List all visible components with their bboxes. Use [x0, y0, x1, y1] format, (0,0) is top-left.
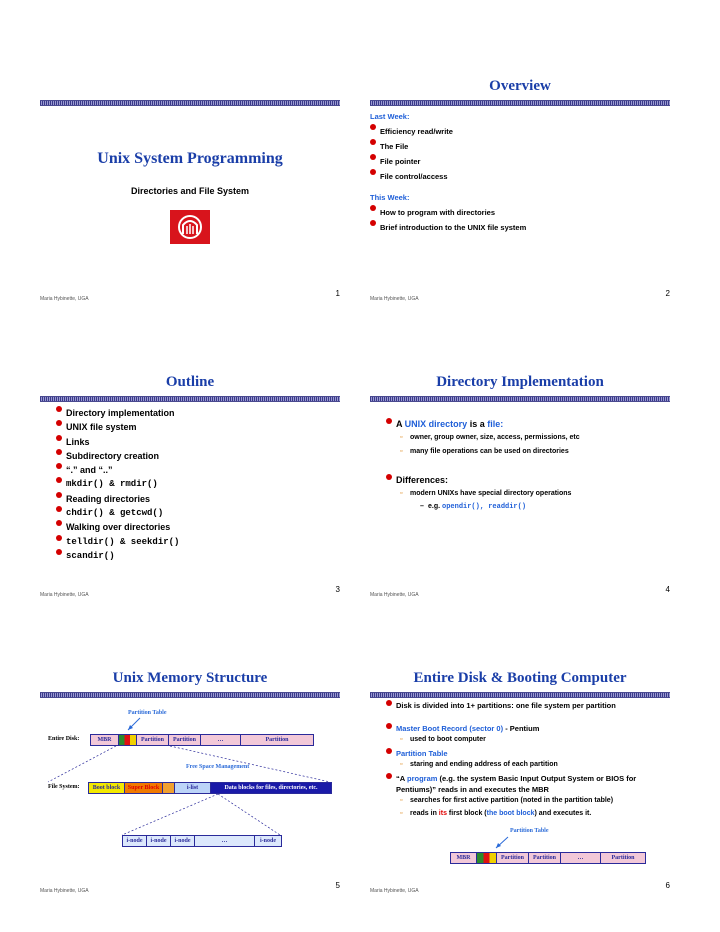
this-week-heading: This Week: — [370, 193, 410, 202]
footer-author: Maria Hybinette, UGA — [40, 296, 89, 302]
list-item: scandir() — [56, 549, 179, 563]
partition-table-arrow — [370, 670, 670, 870]
slide-title: Unix System Programming — [97, 150, 283, 167]
list-item: “.” and “..” — [56, 463, 179, 477]
partition-table-bar — [477, 853, 497, 863]
this-week-list — [370, 205, 526, 235]
slide-6 — [370, 670, 670, 900]
footer-author: Maria Hybinette, UGA — [40, 592, 89, 598]
page-number: 1 — [335, 289, 340, 298]
title-rule — [40, 396, 340, 402]
list-item: mkdir() & rmdir() — [56, 477, 179, 491]
list-item: Master Boot Record (sector 0) - Pentium — [386, 723, 670, 734]
footer-author: Maria Hybinette, UGA — [370, 888, 419, 894]
partition-cell: Partition — [169, 735, 201, 745]
bullet-list-2 — [386, 474, 448, 487]
title-rule — [370, 100, 670, 106]
filesystem-diagram — [88, 782, 332, 794]
inode-cell: i-node — [255, 836, 281, 846]
partition-cell: Partition — [497, 853, 529, 863]
page-number: 6 — [665, 881, 670, 890]
list-item: Directory implementation — [56, 406, 179, 420]
slide-title: Outline — [165, 374, 215, 390]
slide-1 — [40, 78, 340, 308]
data-blocks-cell: Data blocks for files, directories, etc. — [211, 783, 331, 793]
list-item: Brief introduction to the UNIX file system — [370, 220, 526, 235]
last-week-heading: Last Week: — [370, 112, 410, 121]
list-item: Subdirectory creation — [56, 449, 179, 463]
inode-cell: i-node — [147, 836, 171, 846]
ilist-cell: i-list — [175, 783, 211, 793]
list-item: Links — [56, 435, 179, 449]
partition-cell: Partition — [601, 853, 645, 863]
slide-subtitle: Directories and File System — [130, 186, 250, 196]
disk-diagram — [450, 852, 646, 864]
list-item: UNIX file system — [56, 420, 179, 434]
slide-title: Directory Implementation — [436, 374, 604, 390]
list-item: Reading directories — [56, 492, 179, 506]
super-block-cell: Super Block — [125, 783, 163, 793]
page-number: 4 — [665, 585, 670, 594]
sub-item: ▫ owner, group owner, size, access, permissions, etc — [386, 434, 580, 441]
partition-cell: Partition — [137, 735, 169, 745]
page-number: 5 — [335, 881, 340, 890]
list-item: Partition Table — [386, 748, 670, 759]
sub-item: ▫ reads in its first block (the boot block) and executes it. — [386, 810, 591, 817]
footer-author: Maria Hybinette, UGA — [40, 888, 89, 894]
footer-author: Maria Hybinette, UGA — [370, 296, 419, 302]
list-item: File pointer — [370, 154, 453, 169]
list-item: telldir() & seekdir() — [56, 535, 179, 549]
list-item: “A program (e.g. the system Basic Input Output System or BIOS for Pentiums)” reads in and executes the MBR — [386, 773, 670, 795]
ellipsis-cell: … — [201, 735, 241, 745]
mbr-cell: MBR — [91, 735, 119, 745]
slide-title: Overview — [489, 78, 551, 94]
ellipsis-cell: … — [195, 836, 255, 846]
title-rule — [40, 100, 340, 106]
sub-item: ▫ staring and ending address of each partition — [386, 761, 558, 768]
partition-table-label: Partition Table — [128, 710, 167, 716]
sub-item: ▫ searches for first active partition (noted in the partition table) — [386, 797, 613, 804]
slide-2 — [370, 78, 670, 308]
free-space-cell — [163, 783, 175, 793]
last-week-list — [370, 124, 453, 184]
entire-disk-label: Entire Disk: — [48, 736, 80, 742]
inode-cell: i-node — [171, 836, 195, 846]
ellipsis-cell: … — [561, 853, 601, 863]
list-item: Differences: — [386, 474, 448, 487]
partition-cell: Partition — [529, 853, 561, 863]
free-space-label: Free Space Management — [186, 764, 250, 770]
footer-author: Maria Hybinette, UGA — [370, 592, 419, 598]
partition-table-label: Partition Table — [510, 828, 549, 834]
uga-logo — [170, 210, 210, 244]
boot-block-cell: Boot block — [89, 783, 125, 793]
page-number: 3 — [335, 585, 340, 594]
slide-title: Entire Disk & Booting Computer — [413, 670, 627, 686]
title-rule — [370, 396, 670, 402]
list-item: Walking over directories — [56, 520, 179, 534]
list-item: chdir() & getcwd() — [56, 506, 179, 520]
list-item: Disk is divided into 1+ partitions: one file system per partition — [386, 700, 670, 711]
list-item: The File — [370, 139, 453, 154]
list-item: Efficiency read/write — [370, 124, 453, 139]
sub-item: ▫ used to boot computer — [386, 736, 486, 743]
partition-cell: Partition — [241, 735, 313, 745]
sub-item: ▫ modern UNIXs have special directory operations — [386, 490, 571, 497]
page-number: 2 — [665, 289, 670, 298]
file-system-label: File System: — [48, 784, 80, 790]
slide-4 — [370, 374, 670, 604]
slide-title: Unix Memory Structure — [112, 670, 268, 686]
list-item: File control/access — [370, 169, 453, 184]
outline-list — [56, 406, 179, 563]
sub-sub-item: – e.g. opendir(), readdir() — [386, 503, 526, 511]
list-item: How to program with directories — [370, 205, 526, 220]
slide-3 — [40, 374, 340, 604]
inode-cell: i-node — [123, 836, 147, 846]
mbr-cell: MBR — [451, 853, 477, 863]
slide-5 — [40, 670, 340, 900]
arch-icon — [177, 214, 203, 240]
sub-item: ▫ many file operations can be used on directories — [386, 448, 569, 455]
list-item: A UNIX directory is a file: — [386, 418, 670, 431]
bullet-list — [386, 418, 670, 431]
inode-diagram — [122, 835, 282, 847]
partition-table-bar — [119, 735, 137, 745]
disk-diagram — [90, 734, 314, 746]
